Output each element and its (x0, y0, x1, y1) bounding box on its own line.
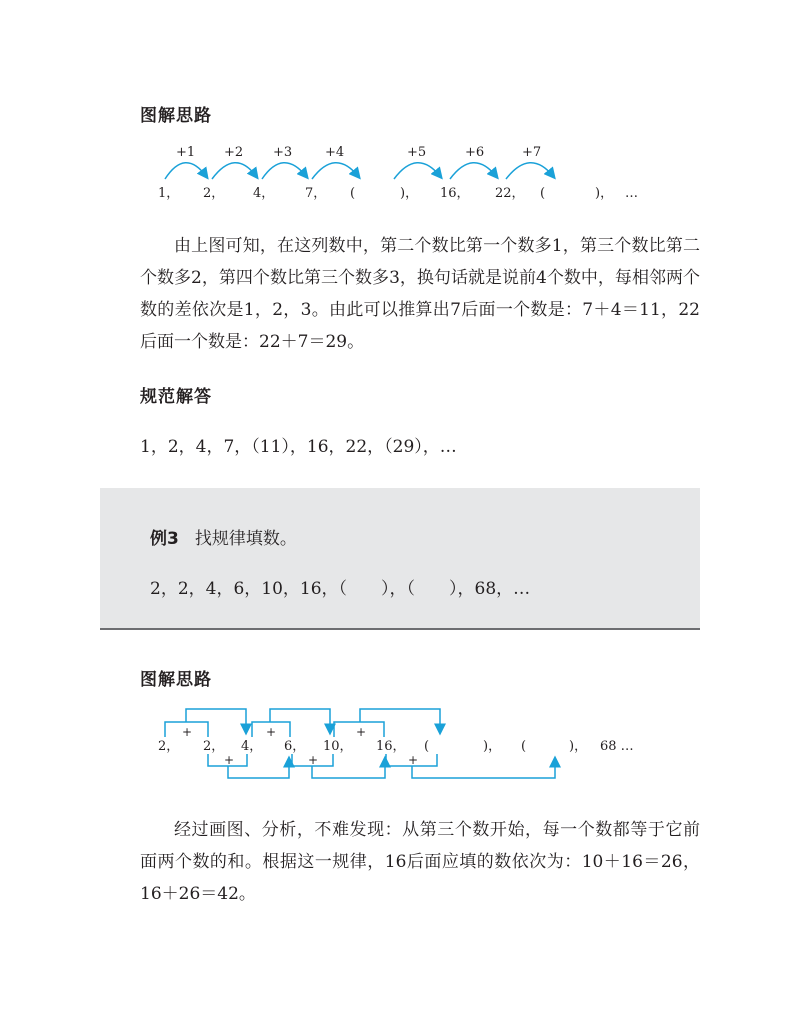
bracket-bottom-3-arrow (412, 760, 555, 778)
section2-heading: 图解思路 (140, 670, 212, 690)
seq-item: 16， (376, 739, 406, 754)
bracket-top-3-arrow (360, 709, 440, 731)
seq-item: 4， (241, 739, 263, 754)
example-box (100, 488, 700, 630)
seq-item: ( (424, 739, 430, 754)
plus-label: +4 (325, 145, 345, 160)
diagram-sums (0, 700, 800, 790)
bracket-top-2-arrow (270, 709, 330, 731)
seq-item: )， (595, 186, 614, 201)
arc-plus1 (165, 163, 206, 179)
seq-item: ( (350, 186, 356, 201)
seq-item: 1， (158, 186, 180, 201)
example-prompt: 找规律填数。 (194, 529, 297, 549)
plus-sign: + (356, 725, 367, 739)
bracket-bottom-2-arrow (312, 760, 385, 778)
plus-sign: + (266, 725, 277, 739)
seq-item: ( (540, 186, 546, 201)
bracket-top-1-arrow (186, 709, 246, 731)
bracket-bottom-1-arrow (228, 760, 289, 778)
seq-item: … (625, 186, 638, 201)
section1-heading: 图解思路 (140, 106, 212, 126)
seq-item: 6， (284, 739, 306, 754)
plus-label: +1 (176, 145, 196, 160)
arc-plus4 (312, 163, 358, 179)
answer-line: 1，2，4，7，（11），16，22，（29），… (140, 437, 457, 457)
seq-item: 10， (323, 739, 353, 754)
diagram-differences (0, 142, 800, 202)
arc-plus5 (394, 163, 440, 179)
arc-plus6 (450, 163, 496, 179)
seq-item: 7， (305, 186, 327, 201)
seq-item: 16， (440, 186, 470, 201)
plus-sign: + (308, 753, 319, 767)
plus-label: +5 (407, 145, 427, 160)
explanation-paragraph-2: 经过画图、分析，不难发现：从第三个数开始，每一个数都等于它前面两个数的和。根据这一规律，16后面应填的数依次为：10＋16＝26，16＋26＝42。 (140, 820, 700, 904)
seq-item: 2， (158, 739, 180, 754)
seq-item: )， (400, 186, 419, 201)
arc-plus3 (262, 163, 306, 179)
answer-heading: 规范解答 (140, 387, 212, 407)
seq-item: 2， (203, 186, 225, 201)
example-sequence: 2，2，4，6，10，16，（ ），（ ），68，… (150, 579, 531, 599)
plus-label: +7 (522, 145, 542, 160)
plus-sign: + (182, 725, 193, 739)
seq-item: 68 … (600, 739, 634, 754)
seq-item: 4， (253, 186, 275, 201)
seq-item: )， (483, 739, 502, 754)
arc-plus7 (506, 163, 553, 179)
arc-plus2 (212, 163, 256, 179)
plus-sign: + (224, 753, 235, 767)
plus-label: +3 (273, 145, 293, 160)
seq-item: ( (521, 739, 527, 754)
seq-item: )， (569, 739, 588, 754)
seq-item: 2， (203, 739, 225, 754)
plus-sign: + (408, 753, 419, 767)
plus-label: +2 (224, 145, 244, 160)
example-label: 例3 (150, 529, 179, 549)
seq-item: 22， (495, 186, 525, 201)
example-title (150, 524, 297, 549)
plus-label: +6 (465, 145, 485, 160)
explanation-paragraph-1: 由上图可知，在这列数中，第二个数比第一个数多1，第三个数比第二个数多2，第四个数比第三个数多3，换句话就是说前4个数中，每相邻两个数的差依次是1，2，3。由此可以推算出7后面一个数是：7＋4＝11，22后面一个数是：22＋7＝29。 (140, 236, 700, 352)
